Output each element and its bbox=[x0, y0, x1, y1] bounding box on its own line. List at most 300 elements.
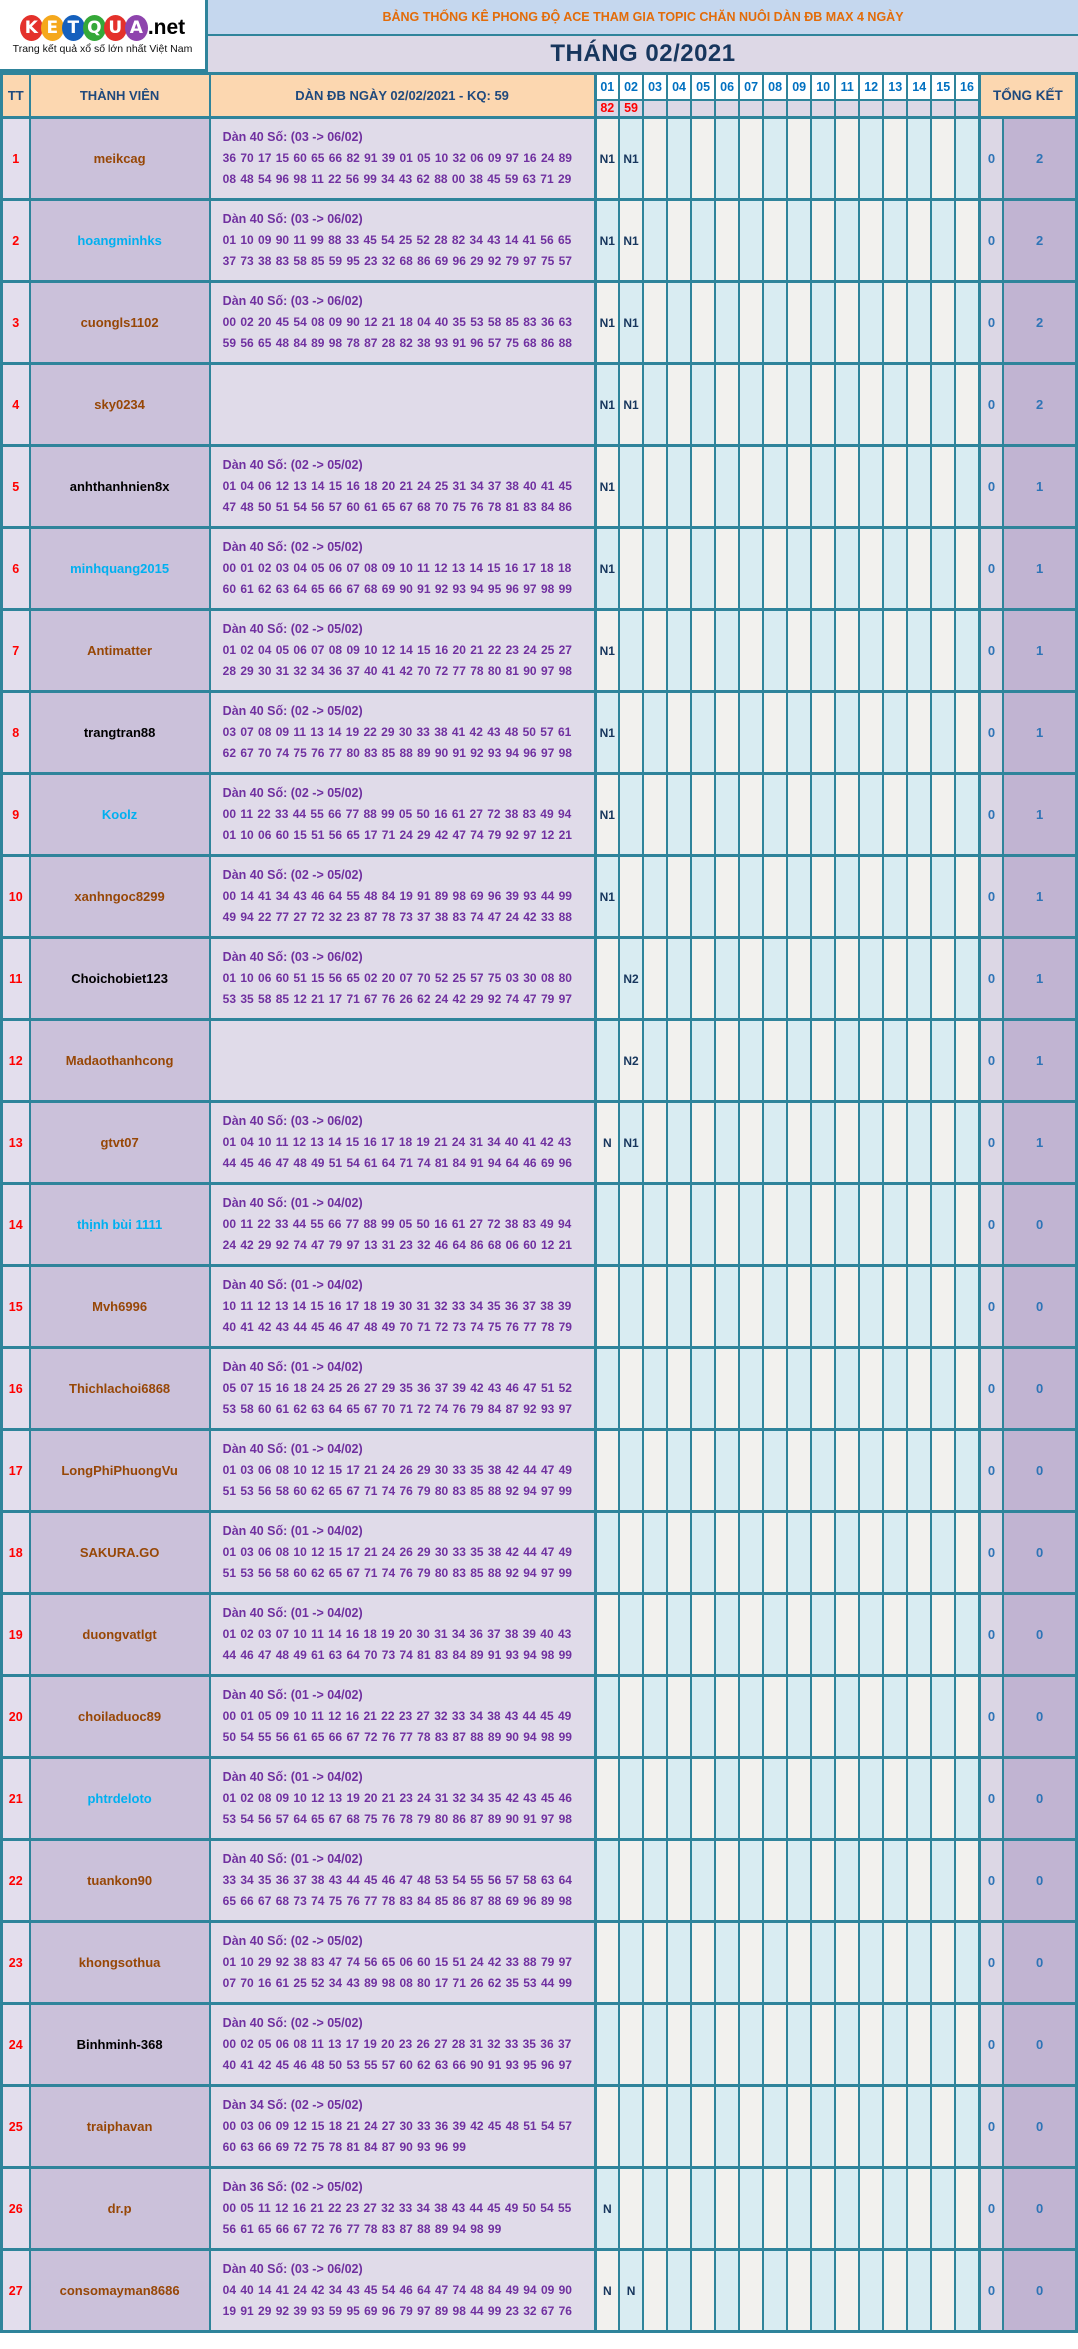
day-cell-15 bbox=[931, 1512, 955, 1594]
dan-label: Dàn 40 Số: (01 -> 04/02) bbox=[222, 1605, 363, 1620]
dan-numbers: 00 05 11 12 16 21 22 23 27 32 33 34 38 43 44 45 49 50 54 55 56 61 65 66 67 72 76 77 78 83 87 88 89 94 98 99 bbox=[222, 2201, 572, 2237]
dan-label: Dàn 40 Số: (02 -> 05/02) bbox=[222, 785, 363, 800]
dan-numbers: 03 07 08 09 11 13 14 19 22 29 30 33 38 41 42 43 48 50 57 61 62 67 70 74 75 76 77 80 83 85 88 89 90 91 92 93 94 96 97 98 bbox=[222, 725, 572, 761]
day-cell-08 bbox=[763, 1020, 787, 1102]
total-score-cell: 0 bbox=[1003, 1594, 1076, 1676]
table-row bbox=[2, 1020, 1077, 1102]
day-cell-05 bbox=[691, 1758, 715, 1840]
total-count-cell: 0 bbox=[979, 200, 1003, 282]
total-score-cell: 2 bbox=[1003, 364, 1076, 446]
table-row bbox=[2, 2168, 1077, 2250]
mark-cell-02: N1 bbox=[619, 1102, 643, 1184]
day-cell-12 bbox=[859, 446, 883, 528]
day-cell-16 bbox=[955, 1184, 979, 1266]
day-cell-02 bbox=[619, 446, 643, 528]
day-cell-13 bbox=[883, 610, 907, 692]
dan-cell bbox=[210, 856, 595, 938]
day-cell-05 bbox=[691, 1430, 715, 1512]
day-cell-04 bbox=[667, 528, 691, 610]
day-cell-09 bbox=[787, 1922, 811, 2004]
mark-cell-01: N1 bbox=[595, 692, 619, 774]
mark-cell-01: N1 bbox=[595, 200, 619, 282]
dan-label: Dàn 40 Số: (02 -> 05/02) bbox=[222, 867, 363, 882]
total-count-cell: 0 bbox=[979, 446, 1003, 528]
day-cell-13 bbox=[883, 692, 907, 774]
day-cell-10 bbox=[811, 1758, 835, 1840]
dan-label: Dàn 40 Số: (03 -> 06/02) bbox=[222, 1113, 363, 1128]
day-cell-14 bbox=[907, 1020, 931, 1102]
dan-cell bbox=[210, 1676, 595, 1758]
table-row bbox=[2, 1184, 1077, 1266]
total-count-cell: 0 bbox=[979, 774, 1003, 856]
day-cell-05 bbox=[691, 774, 715, 856]
day-cell-03 bbox=[643, 282, 667, 364]
dan-numbers: 00 03 06 09 12 15 18 21 24 27 30 33 36 39 42 45 48 51 54 57 60 63 66 69 72 75 78 81 84 87 90 93 96 99 bbox=[222, 2119, 572, 2155]
dan-label: Dàn 40 Số: (01 -> 04/02) bbox=[222, 1523, 363, 1538]
day-cell-12 bbox=[859, 1512, 883, 1594]
day-cell-01 bbox=[595, 1430, 619, 1512]
dan-numbers: 00 11 22 33 44 55 66 77 88 99 05 50 16 61 27 72 38 83 49 94 24 42 29 92 74 47 79 97 13 31 23 32 46 64 86 68 06 60 12 21 bbox=[222, 1217, 572, 1253]
day-column-header-05: 05 bbox=[691, 74, 715, 100]
table-row bbox=[2, 1676, 1077, 1758]
day-cell-09 bbox=[787, 1020, 811, 1102]
day-cell-10 bbox=[811, 200, 835, 282]
day-cell-12 bbox=[859, 1922, 883, 2004]
dan-numbers: 01 10 29 92 38 83 47 74 56 65 06 60 15 51 24 42 33 88 79 97 07 70 16 61 25 52 34 43 89 98 08 80 17 71 26 62 35 53 44 99 bbox=[222, 1955, 572, 1991]
result-cell-02: 59 bbox=[619, 100, 643, 118]
day-cell-12 bbox=[859, 1266, 883, 1348]
day-cell-13 bbox=[883, 1840, 907, 1922]
dan-cell bbox=[210, 1348, 595, 1430]
day-cell-12 bbox=[859, 2250, 883, 2332]
day-cell-03 bbox=[643, 610, 667, 692]
day-cell-05 bbox=[691, 1184, 715, 1266]
day-cell-11 bbox=[835, 1676, 859, 1758]
day-cell-13 bbox=[883, 1348, 907, 1430]
day-cell-05 bbox=[691, 1102, 715, 1184]
day-cell-07 bbox=[739, 774, 763, 856]
day-cell-01 bbox=[595, 1758, 619, 1840]
day-cell-11 bbox=[835, 1020, 859, 1102]
day-cell-03 bbox=[643, 2168, 667, 2250]
result-cell-05 bbox=[691, 100, 715, 118]
mark-cell-02: N2 bbox=[619, 1020, 643, 1102]
total-score-cell: 0 bbox=[1003, 1840, 1076, 1922]
day-cell-03 bbox=[643, 692, 667, 774]
day-cell-16 bbox=[955, 1348, 979, 1430]
day-cell-13 bbox=[883, 2086, 907, 2168]
day-column-header-09: 09 bbox=[787, 74, 811, 100]
dan-numbers: 01 04 06 12 13 14 15 16 18 20 21 24 25 31 34 37 38 40 41 45 47 48 50 51 54 56 57 60 61 65 67 68 70 75 76 78 81 83 84 86 bbox=[222, 479, 572, 515]
day-cell-07 bbox=[739, 200, 763, 282]
day-cell-11 bbox=[835, 692, 859, 774]
day-cell-03 bbox=[643, 1594, 667, 1676]
day-cell-14 bbox=[907, 200, 931, 282]
day-cell-07 bbox=[739, 1184, 763, 1266]
total-count-cell: 0 bbox=[979, 2250, 1003, 2332]
day-column-header-01: 01 bbox=[595, 74, 619, 100]
day-cell-13 bbox=[883, 364, 907, 446]
result-cell-07 bbox=[739, 100, 763, 118]
day-cell-15 bbox=[931, 1676, 955, 1758]
day-cell-06 bbox=[715, 528, 739, 610]
tt-cell: 9 bbox=[2, 774, 30, 856]
day-cell-13 bbox=[883, 1512, 907, 1594]
day-cell-08 bbox=[763, 856, 787, 938]
day-cell-07 bbox=[739, 1512, 763, 1594]
dan-cell bbox=[210, 1184, 595, 1266]
table-row bbox=[2, 1840, 1077, 1922]
day-cell-05 bbox=[691, 692, 715, 774]
tt-cell: 25 bbox=[2, 2086, 30, 2168]
day-cell-06 bbox=[715, 446, 739, 528]
logo-letter-e: E bbox=[41, 15, 64, 41]
day-cell-05 bbox=[691, 1922, 715, 2004]
day-cell-03 bbox=[643, 1922, 667, 2004]
dan-cell bbox=[210, 118, 595, 200]
total-score-cell: 0 bbox=[1003, 1922, 1076, 2004]
day-cell-12 bbox=[859, 1020, 883, 1102]
day-cell-06 bbox=[715, 1430, 739, 1512]
tt-cell: 13 bbox=[2, 1102, 30, 1184]
day-cell-07 bbox=[739, 610, 763, 692]
day-cell-07 bbox=[739, 1676, 763, 1758]
member-name: gtvt07 bbox=[30, 1102, 210, 1184]
day-cell-01 bbox=[595, 1676, 619, 1758]
day-cell-10 bbox=[811, 2004, 835, 2086]
day-cell-07 bbox=[739, 1594, 763, 1676]
member-name: Madaothanhcong bbox=[30, 1020, 210, 1102]
day-cell-16 bbox=[955, 1594, 979, 1676]
total-count-cell: 0 bbox=[979, 2168, 1003, 2250]
tt-cell: 27 bbox=[2, 2250, 30, 2332]
member-name: choiladuoc89 bbox=[30, 1676, 210, 1758]
day-cell-07 bbox=[739, 856, 763, 938]
day-cell-12 bbox=[859, 1758, 883, 1840]
table-row bbox=[2, 118, 1077, 200]
day-cell-15 bbox=[931, 1758, 955, 1840]
dan-numbers: 00 02 20 45 54 08 09 90 12 21 18 04 40 35 53 58 85 83 36 63 59 56 65 48 84 89 98 78 87 28 82 38 93 91 96 57 75 68 86 88 bbox=[222, 315, 572, 351]
day-cell-09 bbox=[787, 2004, 811, 2086]
table-row bbox=[2, 1512, 1077, 1594]
dan-numbers: 01 02 04 05 06 07 08 09 10 12 14 15 16 20 21 22 23 24 25 27 28 29 30 31 32 34 36 37 40 41 42 70 72 77 78 80 81 90 97 98 bbox=[222, 643, 572, 679]
mark-cell-01: N1 bbox=[595, 118, 619, 200]
tt-cell: 21 bbox=[2, 1758, 30, 1840]
day-cell-09 bbox=[787, 1758, 811, 1840]
day-cell-13 bbox=[883, 1184, 907, 1266]
dan-numbers: 01 03 06 08 10 12 15 17 21 24 26 29 30 33 35 38 42 44 47 49 51 53 56 58 60 62 65 67 71 74 76 79 80 83 85 88 92 94 97 99 bbox=[222, 1545, 572, 1581]
day-cell-06 bbox=[715, 610, 739, 692]
dan-cell bbox=[210, 282, 595, 364]
day-cell-07 bbox=[739, 1020, 763, 1102]
day-cell-03 bbox=[643, 1840, 667, 1922]
day-cell-02 bbox=[619, 2168, 643, 2250]
day-cell-14 bbox=[907, 2086, 931, 2168]
day-cell-13 bbox=[883, 1430, 907, 1512]
day-cell-08 bbox=[763, 1266, 787, 1348]
tt-cell: 8 bbox=[2, 692, 30, 774]
total-score-cell: 1 bbox=[1003, 446, 1076, 528]
day-cell-14 bbox=[907, 1758, 931, 1840]
day-cell-15 bbox=[931, 1102, 955, 1184]
day-cell-10 bbox=[811, 1676, 835, 1758]
day-cell-04 bbox=[667, 1512, 691, 1594]
dan-cell bbox=[210, 1594, 595, 1676]
table-row bbox=[2, 282, 1077, 364]
site-logo bbox=[0, 0, 208, 72]
dan-cell bbox=[210, 2168, 595, 2250]
day-cell-06 bbox=[715, 282, 739, 364]
day-cell-15 bbox=[931, 2086, 955, 2168]
dan-numbers: 01 03 06 08 10 12 15 17 21 24 26 29 30 33 35 38 42 44 47 49 51 53 56 58 60 62 65 67 71 74 76 79 80 83 85 88 92 94 97 99 bbox=[222, 1463, 572, 1499]
day-column-header-03: 03 bbox=[643, 74, 667, 100]
dan-cell bbox=[210, 200, 595, 282]
day-cell-13 bbox=[883, 1758, 907, 1840]
dan-cell bbox=[210, 2250, 595, 2332]
day-column-header-13: 13 bbox=[883, 74, 907, 100]
day-cell-08 bbox=[763, 1102, 787, 1184]
tt-cell: 18 bbox=[2, 1512, 30, 1594]
mark-cell-01: N1 bbox=[595, 610, 619, 692]
day-cell-06 bbox=[715, 2168, 739, 2250]
dan-label: Dàn 40 Số: (01 -> 04/02) bbox=[222, 1769, 363, 1784]
tt-cell: 26 bbox=[2, 2168, 30, 2250]
dan-label: Dàn 40 Số: (02 -> 05/02) bbox=[222, 1933, 363, 1948]
table-row bbox=[2, 774, 1077, 856]
day-cell-16 bbox=[955, 364, 979, 446]
total-count-cell: 0 bbox=[979, 692, 1003, 774]
day-cell-15 bbox=[931, 446, 955, 528]
day-cell-16 bbox=[955, 774, 979, 856]
mark-cell-02: N1 bbox=[619, 200, 643, 282]
member-name: tuankon90 bbox=[30, 1840, 210, 1922]
day-cell-07 bbox=[739, 364, 763, 446]
day-cell-04 bbox=[667, 2004, 691, 2086]
day-cell-16 bbox=[955, 692, 979, 774]
day-cell-12 bbox=[859, 282, 883, 364]
day-column-header-06: 06 bbox=[715, 74, 739, 100]
day-cell-03 bbox=[643, 2250, 667, 2332]
day-cell-02 bbox=[619, 2004, 643, 2086]
logo-letter-q: Q bbox=[83, 15, 106, 41]
day-cell-10 bbox=[811, 1430, 835, 1512]
day-cell-15 bbox=[931, 118, 955, 200]
day-cell-08 bbox=[763, 446, 787, 528]
total-score-cell: 0 bbox=[1003, 1430, 1076, 1512]
day-cell-15 bbox=[931, 200, 955, 282]
mark-cell-02: N2 bbox=[619, 938, 643, 1020]
member-name: trangtran88 bbox=[30, 692, 210, 774]
day-cell-04 bbox=[667, 938, 691, 1020]
result-cell-13 bbox=[883, 100, 907, 118]
col-header-tt: TT bbox=[2, 74, 30, 118]
member-name: SAKURA.GO bbox=[30, 1512, 210, 1594]
day-cell-05 bbox=[691, 1840, 715, 1922]
day-cell-09 bbox=[787, 2250, 811, 2332]
day-cell-11 bbox=[835, 282, 859, 364]
day-cell-14 bbox=[907, 1266, 931, 1348]
day-cell-06 bbox=[715, 118, 739, 200]
dan-numbers: 05 07 15 16 18 24 25 26 27 29 35 36 37 39 42 43 46 47 51 52 53 58 60 61 62 63 64 65 67 70 71 72 74 76 79 84 87 92 93 97 bbox=[222, 1381, 572, 1417]
total-count-cell: 0 bbox=[979, 1102, 1003, 1184]
total-score-cell: 1 bbox=[1003, 692, 1076, 774]
tt-cell: 5 bbox=[2, 446, 30, 528]
day-cell-08 bbox=[763, 200, 787, 282]
tt-cell: 7 bbox=[2, 610, 30, 692]
day-cell-04 bbox=[667, 1430, 691, 1512]
result-cell-06 bbox=[715, 100, 739, 118]
day-cell-03 bbox=[643, 1266, 667, 1348]
day-cell-16 bbox=[955, 200, 979, 282]
day-cell-10 bbox=[811, 364, 835, 446]
day-cell-10 bbox=[811, 2168, 835, 2250]
day-cell-14 bbox=[907, 1676, 931, 1758]
day-cell-11 bbox=[835, 2250, 859, 2332]
dan-label: Dàn 40 Số: (01 -> 04/02) bbox=[222, 1851, 363, 1866]
day-cell-11 bbox=[835, 610, 859, 692]
day-cell-16 bbox=[955, 1922, 979, 2004]
day-cell-16 bbox=[955, 1676, 979, 1758]
total-count-cell: 0 bbox=[979, 1348, 1003, 1430]
day-cell-11 bbox=[835, 118, 859, 200]
day-cell-07 bbox=[739, 692, 763, 774]
day-cell-12 bbox=[859, 692, 883, 774]
total-score-cell: 0 bbox=[1003, 2004, 1076, 2086]
day-cell-04 bbox=[667, 364, 691, 446]
total-score-cell: 0 bbox=[1003, 1266, 1076, 1348]
day-cell-12 bbox=[859, 1594, 883, 1676]
day-cell-13 bbox=[883, 118, 907, 200]
day-cell-03 bbox=[643, 1020, 667, 1102]
day-cell-08 bbox=[763, 1758, 787, 1840]
member-name: Binhminh-368 bbox=[30, 2004, 210, 2086]
day-cell-06 bbox=[715, 1512, 739, 1594]
total-score-cell: 1 bbox=[1003, 1020, 1076, 1102]
total-count-cell: 0 bbox=[979, 1020, 1003, 1102]
dan-cell bbox=[210, 446, 595, 528]
total-score-cell: 1 bbox=[1003, 1102, 1076, 1184]
table-row bbox=[2, 1758, 1077, 1840]
dan-label: Dàn 40 Số: (01 -> 04/02) bbox=[222, 1195, 363, 1210]
table-row bbox=[2, 2004, 1077, 2086]
total-score-cell: 1 bbox=[1003, 774, 1076, 856]
logo-letter-u: U bbox=[104, 15, 127, 41]
dan-numbers: 33 34 35 36 37 38 43 44 45 46 47 48 53 54 55 56 57 58 63 64 65 66 67 68 73 74 75 76 77 78 83 84 85 86 87 88 69 96 89 98 bbox=[222, 1873, 572, 1909]
day-cell-04 bbox=[667, 1020, 691, 1102]
day-cell-05 bbox=[691, 1512, 715, 1594]
day-cell-08 bbox=[763, 774, 787, 856]
day-cell-10 bbox=[811, 1594, 835, 1676]
day-cell-06 bbox=[715, 1348, 739, 1430]
day-cell-12 bbox=[859, 1184, 883, 1266]
day-cell-15 bbox=[931, 528, 955, 610]
day-cell-05 bbox=[691, 610, 715, 692]
page-header bbox=[0, 0, 1078, 72]
day-cell-03 bbox=[643, 1102, 667, 1184]
day-cell-10 bbox=[811, 856, 835, 938]
mark-cell-01: N bbox=[595, 2250, 619, 2332]
day-cell-06 bbox=[715, 938, 739, 1020]
dan-cell bbox=[210, 2086, 595, 2168]
col-header-total: TỔNG KẾT bbox=[979, 74, 1076, 118]
day-cell-08 bbox=[763, 528, 787, 610]
day-cell-10 bbox=[811, 1840, 835, 1922]
day-cell-10 bbox=[811, 1922, 835, 2004]
day-cell-06 bbox=[715, 1184, 739, 1266]
day-cell-11 bbox=[835, 1102, 859, 1184]
logo-letter-k: K bbox=[20, 15, 43, 41]
day-cell-12 bbox=[859, 2004, 883, 2086]
day-cell-02 bbox=[619, 1758, 643, 1840]
day-column-header-16: 16 bbox=[955, 74, 979, 100]
day-cell-11 bbox=[835, 1184, 859, 1266]
table-row bbox=[2, 610, 1077, 692]
day-cell-08 bbox=[763, 692, 787, 774]
dan-label: Dàn 34 Số: (02 -> 05/02) bbox=[222, 2097, 363, 2112]
day-cell-04 bbox=[667, 1840, 691, 1922]
day-cell-09 bbox=[787, 1348, 811, 1430]
dan-label: Dàn 40 Số: (02 -> 05/02) bbox=[222, 457, 363, 472]
tt-cell: 14 bbox=[2, 1184, 30, 1266]
result-cell-11 bbox=[835, 100, 859, 118]
day-cell-14 bbox=[907, 2168, 931, 2250]
day-cell-13 bbox=[883, 1922, 907, 2004]
day-cell-13 bbox=[883, 528, 907, 610]
day-cell-12 bbox=[859, 1840, 883, 1922]
day-cell-13 bbox=[883, 1676, 907, 1758]
day-cell-04 bbox=[667, 1184, 691, 1266]
day-cell-10 bbox=[811, 1020, 835, 1102]
day-cell-16 bbox=[955, 1266, 979, 1348]
tt-cell: 11 bbox=[2, 938, 30, 1020]
day-cell-04 bbox=[667, 1102, 691, 1184]
day-cell-06 bbox=[715, 2004, 739, 2086]
day-cell-05 bbox=[691, 2004, 715, 2086]
day-cell-05 bbox=[691, 2168, 715, 2250]
day-cell-04 bbox=[667, 1758, 691, 1840]
day-cell-13 bbox=[883, 856, 907, 938]
day-cell-16 bbox=[955, 1758, 979, 1840]
day-cell-08 bbox=[763, 1840, 787, 1922]
day-cell-05 bbox=[691, 1348, 715, 1430]
day-cell-15 bbox=[931, 938, 955, 1020]
day-cell-09 bbox=[787, 364, 811, 446]
day-cell-11 bbox=[835, 2168, 859, 2250]
mark-cell-02: N bbox=[619, 2250, 643, 2332]
day-cell-14 bbox=[907, 1430, 931, 1512]
day-cell-16 bbox=[955, 2004, 979, 2086]
day-cell-04 bbox=[667, 1594, 691, 1676]
table-row bbox=[2, 446, 1077, 528]
day-cell-11 bbox=[835, 1430, 859, 1512]
dan-numbers: 01 02 08 09 10 12 13 19 20 21 23 24 31 32 34 35 42 43 45 46 53 54 56 57 64 65 67 68 75 76 78 79 80 86 87 89 90 91 97 98 bbox=[222, 1791, 572, 1827]
day-cell-02 bbox=[619, 1922, 643, 2004]
day-column-header-07: 07 bbox=[739, 74, 763, 100]
day-cell-04 bbox=[667, 1922, 691, 2004]
day-cell-12 bbox=[859, 200, 883, 282]
total-score-cell: 1 bbox=[1003, 856, 1076, 938]
tt-cell: 6 bbox=[2, 528, 30, 610]
day-cell-04 bbox=[667, 118, 691, 200]
dan-numbers: 00 11 22 33 44 55 66 77 88 99 05 50 16 61 27 72 38 83 49 94 01 10 06 60 15 51 56 65 17 71 24 29 42 47 74 79 92 97 12 21 bbox=[222, 807, 572, 843]
day-cell-06 bbox=[715, 2086, 739, 2168]
day-cell-10 bbox=[811, 610, 835, 692]
mark-cell-02: N1 bbox=[619, 118, 643, 200]
day-cell-10 bbox=[811, 2086, 835, 2168]
day-cell-05 bbox=[691, 528, 715, 610]
day-cell-11 bbox=[835, 446, 859, 528]
day-cell-12 bbox=[859, 1102, 883, 1184]
